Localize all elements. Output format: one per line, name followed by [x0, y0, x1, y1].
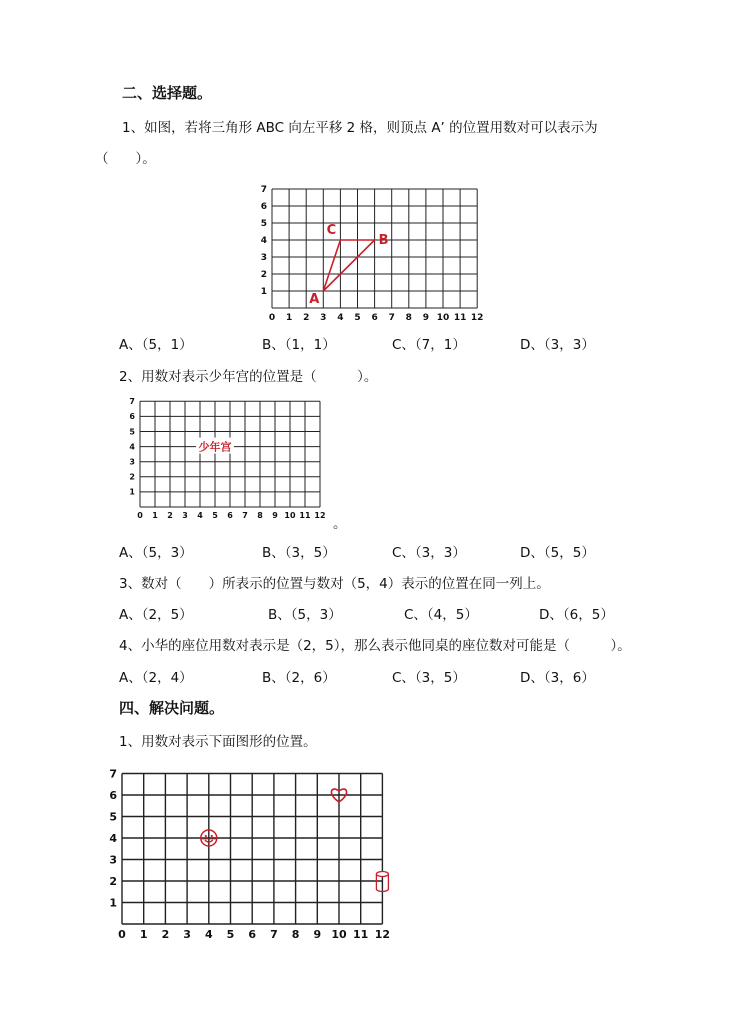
q2-x-tick: 2	[167, 511, 173, 520]
q2-x-tick: 0	[137, 511, 143, 520]
triangle-abc	[323, 240, 374, 291]
q1-x-tick: 9	[422, 313, 430, 322]
q2-x-tick: 1	[152, 511, 158, 520]
q2-x-tick: 5	[212, 511, 218, 520]
smiley-eye-right	[211, 835, 213, 837]
q1-y-tick: 1	[260, 287, 267, 298]
s1-y-tick: 2	[109, 874, 117, 888]
q1-y-tick: 4	[260, 236, 267, 247]
q1-y-tick: 3	[260, 253, 267, 264]
q4-option-a: A、（2，4）	[119, 670, 193, 686]
q1-x-tick: 1	[285, 313, 293, 322]
q2-trailing-mark: 。	[333, 516, 347, 532]
q2-x-tick: 12	[314, 511, 326, 520]
s1-x-tick: 10	[331, 928, 347, 941]
q3-option-b: B、（5，3）	[268, 607, 342, 623]
s1-x-tick: 12	[374, 928, 391, 941]
q1-x-tick: 10	[436, 313, 450, 322]
s1-x-tick: 2	[161, 928, 170, 941]
question-3-text: 3、数对（ ）所表示的位置与数对（5，4）表示的位置在同一列上。	[119, 576, 550, 592]
q2-x-tick: 9	[272, 511, 278, 520]
q2-x-tick: 3	[182, 511, 188, 520]
q1-option-b: B、（1，1）	[262, 337, 336, 353]
youth-palace-label: 少年宫	[198, 440, 232, 454]
s1-y-tick: 7	[109, 767, 117, 781]
section-title-solve: 四、解决问题。	[119, 699, 225, 717]
s1-y-tick: 6	[109, 788, 117, 802]
s1-y-tick: 5	[109, 810, 117, 824]
q4-option-d: D、（3，6）	[520, 670, 595, 686]
q1-x-tick: 7	[388, 313, 395, 322]
q1-grid-chart	[250, 172, 490, 322]
q2-option-c: C、（3，3）	[392, 545, 466, 561]
smiley-eye-left	[205, 835, 207, 837]
q2-x-tick: 6	[227, 511, 233, 520]
s1-x-tick: 5	[226, 928, 235, 941]
s1-x-tick: 9	[313, 928, 322, 941]
s1-x-tick: 6	[248, 928, 257, 941]
q1-x-tick: 2	[303, 313, 310, 322]
q2-y-tick: 4	[129, 442, 135, 452]
q1-x-tick: 3	[320, 313, 327, 322]
q2-y-tick: 6	[129, 412, 135, 422]
q2-x-tick: 11	[299, 511, 311, 520]
q2-y-tick: 7	[129, 397, 135, 407]
s1-x-tick: 3	[183, 928, 191, 941]
question-2-text: 2、用数对表示少年宫的位置是（ ）。	[119, 369, 378, 385]
q1-x-tick: 8	[405, 313, 412, 322]
s1-y-tick: 3	[109, 853, 117, 867]
q4-option-b: B、（2，6）	[262, 670, 336, 686]
q2-y-tick: 5	[129, 427, 135, 437]
q1-y-tick: 6	[260, 202, 267, 213]
q1-y-tick: 5	[260, 219, 267, 230]
q1-y-tick: 7	[260, 185, 267, 196]
section-title-choice: 二、选择题。	[122, 84, 213, 102]
q2-x-tick: 4	[197, 511, 203, 520]
question-4-text: 4、小华的座位用数对表示是（2，5），那么表示他同桌的座位数对可能是（ ）。	[119, 638, 631, 654]
s1-y-tick: 1	[109, 896, 117, 910]
q3-option-d: D、（6，5）	[539, 607, 614, 623]
s1-x-tick: 0	[118, 928, 126, 941]
q2-y-tick: 2	[129, 472, 135, 482]
q2-x-tick: 7	[242, 511, 248, 520]
q1-x-tick: 12	[470, 313, 484, 322]
q1-option-d: D、（3，3）	[520, 337, 595, 353]
solve-1-text: 1、用数对表示下面图形的位置。	[119, 734, 317, 750]
cylinder-top	[376, 872, 388, 877]
question-1-blank: （ ）。	[95, 151, 156, 167]
q1-x-tick: 11	[453, 313, 467, 322]
q1-x-tick: 0	[268, 313, 276, 322]
s1-grid-chart	[95, 762, 405, 952]
q1-x-tick: 5	[354, 313, 361, 322]
q1-x-tick: 6	[371, 313, 378, 322]
s1-x-tick: 4	[204, 928, 213, 941]
q2-option-d: D、（5，5）	[520, 545, 595, 561]
s1-x-tick: 8	[291, 928, 300, 941]
q2-option-b: B、（3，5）	[262, 545, 336, 561]
q2-grid-chart	[120, 393, 350, 528]
q3-option-a: A、（2，5）	[119, 607, 193, 623]
q1-option-c: C、（7，1）	[392, 337, 466, 353]
vertex-label-c: C	[326, 223, 337, 238]
s1-y-tick: 4	[109, 831, 117, 845]
q1-x-tick: 4	[337, 313, 344, 322]
vertex-label-b: B	[378, 233, 389, 248]
q1-option-a: A、（5，1）	[119, 337, 193, 353]
s1-x-tick: 7	[270, 928, 278, 941]
q3-option-c: C、（4，5）	[404, 607, 478, 623]
q1-y-tick: 2	[260, 270, 267, 281]
s1-x-tick: 11	[353, 928, 369, 941]
s1-x-tick: 1	[139, 928, 148, 941]
vertex-label-a: A	[309, 292, 320, 307]
q2-x-tick: 10	[284, 511, 296, 520]
q2-x-tick: 8	[257, 511, 263, 520]
q2-y-tick: 1	[129, 487, 135, 497]
question-1-text: 1、如图，若将三角形 ABC 向左平移 2 格，则顶点 A’ 的位置用数对可以表示为	[122, 120, 598, 136]
q4-option-c: C、（3，5）	[392, 670, 466, 686]
q2-y-tick: 3	[129, 457, 135, 467]
q2-option-a: A、（5，3）	[119, 545, 193, 561]
